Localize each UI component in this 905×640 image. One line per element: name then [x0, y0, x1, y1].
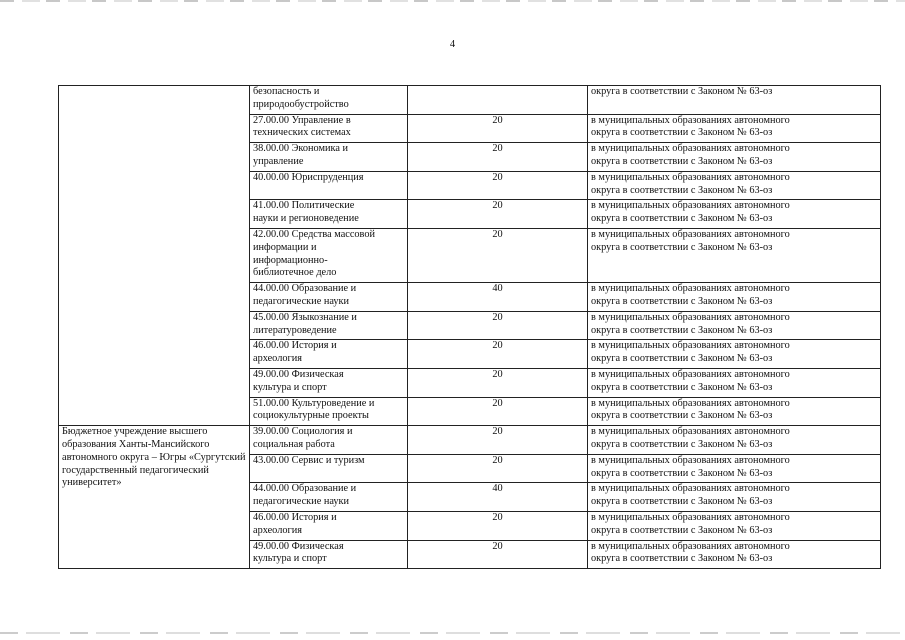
specialty-line: безопасность и — [253, 86, 320, 97]
work-place-line: в муниципальных образованиях автономного — [591, 454, 790, 466]
specialty-cell — [250, 454, 408, 483]
quota-count-cell: 20 — [408, 511, 588, 540]
table-row — [59, 86, 881, 115]
work-place-line: округа в соответствии с Законом № 63-оз — [591, 438, 773, 450]
work-place-line: в муниципальных образованиях автономного — [591, 511, 790, 523]
specialty-line: 42.00.00 Средства массовой — [253, 228, 375, 240]
specialty-line: 27.00.00 Управление в — [253, 114, 351, 126]
quota-count-cell: 20 — [408, 200, 588, 229]
work-place-cell — [588, 340, 881, 369]
work-place-cell — [588, 483, 881, 512]
work-place-cell — [588, 311, 881, 340]
specialty-line: 51.00.00 Культуроведение и — [253, 397, 375, 409]
specialty-cell — [250, 200, 408, 229]
work-place-cell — [588, 426, 881, 455]
specialty-line: природообустройство — [253, 98, 349, 110]
work-place-cell — [588, 397, 881, 426]
specialty-cell — [250, 426, 408, 455]
quota-count-cell: 20 — [408, 454, 588, 483]
work-place-line: округа в соответствии с Законом № 63-оз — [591, 467, 773, 479]
specialty-line: науки и регионоведение — [253, 213, 359, 225]
work-place-line: в муниципальных образованиях автономного — [591, 114, 790, 126]
organization-cell: Бюджетное учреждение высшего образования Ханты-Мансийского автономного округа – Югры «Сургутский государственный педагогический университет» — [59, 426, 250, 569]
work-place-line: в муниципальных образованиях автономного — [591, 171, 790, 183]
table-row — [59, 426, 881, 455]
work-place-line: в муниципальных образованиях автономного — [591, 340, 790, 352]
work-place-line: округа в соответствии с Законом № 63-оз — [591, 241, 773, 253]
work-place-line: в муниципальных образованиях автономного — [591, 426, 790, 438]
work-place-cell — [588, 200, 881, 229]
specialty-cell — [250, 397, 408, 426]
specialty-line: культура и спорт — [253, 381, 327, 393]
specialty-line: 49.00.00 Физическая — [253, 540, 344, 552]
specialty-cell — [250, 511, 408, 540]
work-place-cell — [588, 86, 881, 115]
scan-edge-bottom — [0, 632, 905, 634]
specialty-line: информационно- — [253, 254, 328, 266]
work-place-cell — [588, 143, 881, 172]
specialty-cell — [250, 114, 408, 143]
page-number: 4 — [449, 39, 456, 50]
quota-count-cell: 20 — [408, 426, 588, 455]
specialty-line: 46.00.00 История и — [253, 511, 337, 523]
specialty-line: 40.00.00 Юриспруденция — [253, 171, 364, 183]
specialty-line: археология — [253, 353, 302, 365]
work-place-cell — [588, 114, 881, 143]
specialty-line: социальная работа — [253, 438, 335, 450]
work-place-cell — [588, 368, 881, 397]
quota-count-cell: 20 — [408, 397, 588, 426]
work-place-line: округа в соответствии с Законом № 63-оз — [591, 295, 773, 307]
work-place-line: округа в соответствии с Законом № 63-оз — [591, 524, 773, 536]
specialty-line: управление — [253, 155, 304, 167]
work-place-line: округа в соответствии с Законом № 63-оз — [591, 86, 773, 97]
specialty-line: культура и спорт — [253, 553, 327, 565]
specialty-line: археология — [253, 524, 302, 536]
specialty-line: 39.00.00 Социология и — [253, 426, 353, 438]
specialty-cell — [250, 171, 408, 200]
specialty-line: 43.00.00 Сервис и туризм — [253, 454, 365, 466]
specialty-line: 41.00.00 Политические — [253, 200, 355, 212]
organization-cell — [59, 86, 250, 426]
work-place-line: в муниципальных образованиях автономного — [591, 283, 790, 295]
scan-edge-top — [0, 0, 905, 2]
work-place-line: в муниципальных образованиях автономного — [591, 311, 790, 323]
specialty-line: 49.00.00 Физическая — [253, 368, 344, 380]
specialty-line: 45.00.00 Языкознание и — [253, 311, 357, 323]
work-place-line: в муниципальных образованиях автономного — [591, 483, 790, 495]
work-place-cell — [588, 283, 881, 312]
work-place-cell — [588, 540, 881, 569]
quota-count-cell: 20 — [408, 143, 588, 172]
quota-count-cell — [408, 86, 588, 115]
work-place-cell — [588, 454, 881, 483]
quota-count-cell: 40 — [408, 283, 588, 312]
quota-table-body — [59, 86, 881, 569]
specialty-line: 44.00.00 Образование и — [253, 483, 357, 495]
work-place-cell — [588, 171, 881, 200]
specialty-line: социокультурные проекты — [253, 410, 369, 422]
work-place-line: округа в соответствии с Законом № 63-оз — [591, 324, 773, 336]
work-place-line: в муниципальных образованиях автономного — [591, 228, 790, 240]
quota-count-cell: 20 — [408, 311, 588, 340]
specialty-cell — [250, 368, 408, 397]
specialty-line: технических системах — [253, 127, 351, 139]
quota-count-cell: 20 — [408, 340, 588, 369]
work-place-line: округа в соответствии с Законом № 63-оз — [591, 155, 773, 167]
work-place-line: в муниципальных образованиях автономного — [591, 143, 790, 155]
work-place-line: округа в соответствии с Законом № 63-оз — [591, 353, 773, 365]
quota-count-cell: 40 — [408, 483, 588, 512]
quota-count-cell: 20 — [408, 114, 588, 143]
work-place-line: округа в соответствии с Законом № 63-оз — [591, 381, 773, 393]
specialty-line: информации и — [253, 241, 317, 253]
specialty-line: 38.00.00 Экономика и — [253, 143, 349, 155]
specialty-line: педагогические науки — [253, 496, 350, 508]
specialty-cell — [250, 540, 408, 569]
work-place-cell — [588, 228, 881, 282]
work-place-line: округа в соответствии с Законом № 63-оз — [591, 213, 773, 225]
work-place-line: округа в соответствии с Законом № 63-оз — [591, 127, 773, 139]
work-place-line: округа в соответствии с Законом № 63-оз — [591, 184, 773, 196]
quota-table — [58, 85, 881, 569]
specialty-line: библиотечное дело — [253, 267, 337, 279]
quota-count-cell: 20 — [408, 540, 588, 569]
specialty-cell — [250, 86, 408, 115]
specialty-cell — [250, 311, 408, 340]
specialty-line: 46.00.00 История и — [253, 340, 337, 352]
quota-count-cell: 20 — [408, 368, 588, 397]
quota-count-cell: 20 — [408, 228, 588, 282]
work-place-line: в муниципальных образованиях автономного — [591, 540, 790, 552]
specialty-cell — [250, 143, 408, 172]
specialty-cell — [250, 283, 408, 312]
specialty-line: 44.00.00 Образование и — [253, 283, 357, 295]
work-place-line: в муниципальных образованиях автономного — [591, 368, 790, 380]
work-place-cell — [588, 511, 881, 540]
work-place-line: округа в соответствии с Законом № 63-оз — [591, 553, 773, 565]
quota-count-cell: 20 — [408, 171, 588, 200]
work-place-line: в муниципальных образованиях автономного — [591, 397, 790, 409]
specialty-line: педагогические науки — [253, 295, 350, 307]
work-place-line: округа в соответствии с Законом № 63-оз — [591, 496, 773, 508]
specialty-line: литературоведение — [253, 324, 337, 336]
work-place-line: округа в соответствии с Законом № 63-оз — [591, 410, 773, 422]
specialty-cell — [250, 340, 408, 369]
specialty-cell — [250, 483, 408, 512]
work-place-line: в муниципальных образованиях автономного — [591, 200, 790, 212]
specialty-cell — [250, 228, 408, 282]
